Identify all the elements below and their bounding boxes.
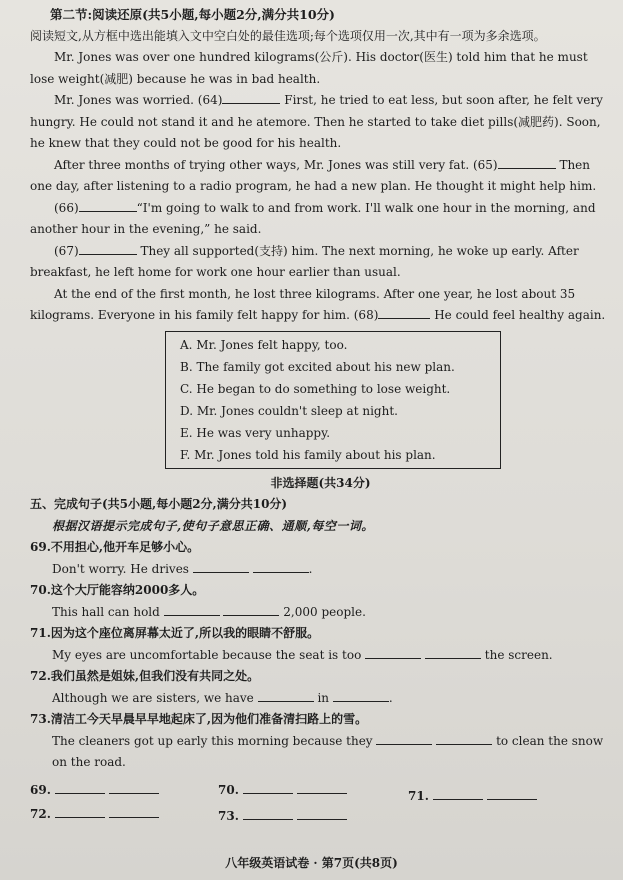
sentence-text: in [317,690,330,705]
options-box [165,331,501,469]
section-instruction: 阅读短文,从方框中选出能填入文中空白处的最佳选项;每个选项仅用一次,其中有一项为多余选项。 [30,28,546,43]
question-number: 69. [30,540,51,554]
sentence-text: The cleaners got up early this morning because they [52,733,373,748]
answer-number: 69. [30,782,51,797]
answer-number: 71. [408,788,429,803]
sentence-text: My eyes are uncomfortable because the seat is too [52,647,362,662]
answer-71 [408,786,537,808]
non-choice-title: 非选择题(共34分) [270,475,371,490]
blank-68[interactable] [378,306,430,319]
part5-title: 五、完成句子(共5小题,每小题2分,满分共10分) [30,497,288,511]
answer-blank[interactable] [297,807,347,820]
question-prompt: 不用担心,他开车足够小心。 [50,540,200,554]
blank-70-1[interactable] [164,603,220,616]
answer-70 [218,780,347,802]
answer-blank[interactable] [109,805,159,818]
blank-65[interactable] [498,156,556,169]
option-a: A. Mr. Jones felt happy, too. [180,337,348,352]
question-72-cn [30,666,611,688]
question-73-cn [30,709,611,731]
answer-blank[interactable] [297,781,347,794]
blank-73-2[interactable] [436,732,492,745]
sentence-text: Although we are sisters, we have [52,690,254,705]
passage-text: (66) [54,200,79,215]
question-70-en [30,602,611,624]
passage-paragraph-1: Mr. Jones was over one hundred kilograms(公斤). His doctor(医生) told him that he must lose weight(减肥) because he was in bad health. [30,50,588,86]
passage-text: He could feel healthy again. [434,308,606,322]
option-f: F. Mr. Jones told his family about his plan. [180,447,436,462]
passage-paragraph-3 [30,155,611,198]
question-69-en [30,559,611,581]
blank-71-1[interactable] [365,646,421,659]
blank-73-1[interactable] [376,732,432,745]
passage-text: They all supported(支持) him. The next morning, he woke up early. After breakfast, he left home for work one hour earlier than usual. [30,243,579,279]
passage-text: (67) [54,243,79,258]
sentence-text: . [388,690,393,705]
option-c: C. He began to do something to lose weight. [180,381,451,396]
blank-67[interactable] [79,242,137,255]
answer-blank[interactable] [109,781,159,794]
question-number: 72. [30,669,51,683]
question-69-cn [30,537,611,559]
question-number: 70. [30,583,51,597]
page-footer: 八年级英语试卷 · 第7页(共8页) [225,855,398,870]
answer-blank[interactable] [243,781,293,794]
question-prompt: 因为这个座位离屏幕太近了,所以我的眼睛不舒服。 [50,626,320,640]
blank-69-2[interactable] [253,560,309,573]
answer-69 [30,780,159,802]
passage-paragraph-5 [30,241,611,284]
passage-text: First, he tried to eat less, but soon after, he felt very hungry. He could not stand it and he atemore. Then he started to take diet pills(减肥药). Soon, he knew that they could not be good for his health. [30,93,603,150]
blank-72-1[interactable] [258,689,314,702]
passage-text: “I'm going to walk to and from work. I'll walk one hour in the morning, and another hour in the evening,” he said. [30,200,596,236]
question-prompt: 清洁工今天早晨早早地起床了,因为他们准备清扫路上的雪。 [50,712,368,726]
question-71-en [30,645,611,667]
sentence-text: Don't worry. He drives [52,561,189,576]
sentence-text: 2,000 people. [283,604,366,619]
question-number: 71. [30,626,51,640]
answer-73 [218,806,347,828]
blank-66[interactable] [79,199,137,212]
part5-instruction: 根据汉语提示完成句子,使句子意思正确、通顺,每空一词。 [52,518,374,533]
sentence-text: the screen. [484,647,553,662]
answer-sheet [30,780,611,840]
passage-text: Then one day, after listening to a radio program, he had a new plan. He thought it might help him. [30,157,597,193]
passage-paragraph-6 [30,284,611,327]
section-title: 第二节:阅读还原(共5小题,每小题2分,满分共10分) [50,7,335,22]
question-prompt: 这个大厅能容纳2000多人。 [50,583,205,597]
blank-69-1[interactable] [193,560,249,573]
question-72-en [30,688,611,710]
answer-blank[interactable] [433,787,483,800]
question-prompt: 我们虽然是姐妹,但我们没有共同之处。 [50,669,260,683]
question-73-en [30,731,611,774]
answer-number: 72. [30,806,51,821]
answer-blank[interactable] [55,805,105,818]
passage-text: Mr. Jones was worried. (64) [54,93,223,107]
option-d: D. Mr. Jones couldn't sleep at night. [180,403,398,418]
answer-number: 73. [218,808,239,823]
blank-71-2[interactable] [425,646,481,659]
blank-64[interactable] [222,91,280,104]
answer-number: 70. [218,782,239,797]
answer-blank[interactable] [55,781,105,794]
passage-text: At the end of the first month, he lost three kilograms. After one year, he lost about 35 kilograms. Everyone in his family felt happy for him. (68) [30,286,576,322]
answer-blank[interactable] [243,807,293,820]
answer-blank[interactable] [487,787,537,800]
sentence-text: to clean the snow on the road. [52,733,604,769]
option-e: E. He was very unhappy. [180,425,331,440]
sentence-text: This hall can hold [52,604,160,619]
answer-72 [30,804,159,826]
passage-paragraph-2 [30,90,611,155]
question-number: 73. [30,712,51,726]
sentence-text: . [308,561,313,576]
blank-70-2[interactable] [223,603,279,616]
question-71-cn [30,623,611,645]
blank-72-2[interactable] [333,689,389,702]
passage-paragraph-4 [30,198,611,241]
option-b: B. The family got excited about his new plan. [180,359,455,374]
passage-text: After three months of trying other ways, Mr. Jones was still very fat. (65) [54,157,498,172]
question-70-cn [30,580,611,602]
